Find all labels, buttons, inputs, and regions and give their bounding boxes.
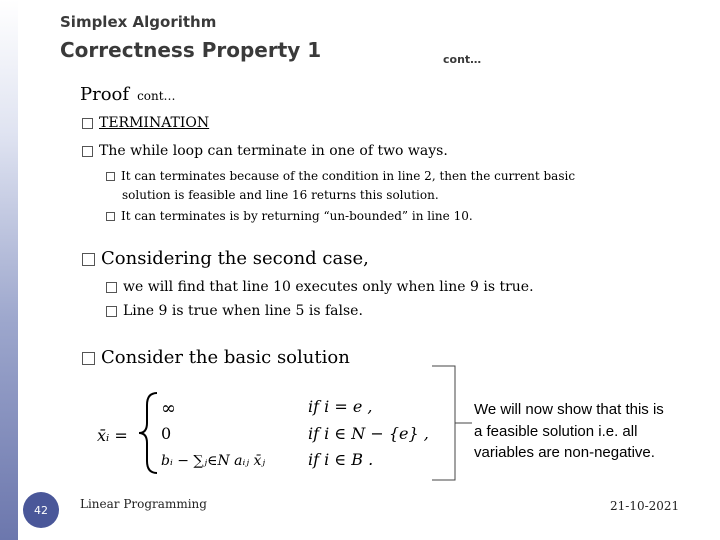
sub-bullet-case2 xyxy=(106,209,473,223)
consider-basic-text: Consider the basic solution xyxy=(101,347,350,368)
slide-topic: Simplex Algorithm xyxy=(60,13,217,31)
formula-case3-cond: if i ∈ B . xyxy=(308,450,374,469)
proof-continued: cont… xyxy=(137,89,176,103)
bullet-box-icon xyxy=(106,282,117,293)
sub-bullet-case1 xyxy=(106,167,646,205)
bullet-box-icon xyxy=(82,146,93,157)
bullet-termination xyxy=(82,115,209,131)
bullet-box-icon xyxy=(82,253,95,266)
formula-brace xyxy=(139,393,157,473)
feasibility-note: We will now show that this is a feasible solution i.e. all variables are non-negative. xyxy=(474,401,664,461)
bullet-box-icon xyxy=(82,352,95,365)
footer-course: Linear Programming xyxy=(80,497,207,511)
bullet-box-icon xyxy=(106,172,115,181)
formula-case1-value: ∞ xyxy=(161,398,176,419)
bullet-considering xyxy=(82,248,369,269)
case2-text: It can terminates is by returning “un-bounded” in line 10. xyxy=(121,209,473,223)
sidebar-gradient xyxy=(0,0,18,540)
bullet-consider-basic xyxy=(82,347,350,368)
formula-case2-cond: if i ∈ N − {e} , xyxy=(308,424,429,443)
considering-text: Considering the second case, xyxy=(101,248,369,269)
formula-case3-value: bᵢ − ∑ⱼ∈N aᵢⱼ x̄ⱼ xyxy=(161,453,266,469)
bullet-box-icon xyxy=(106,306,117,317)
page-number: 42 xyxy=(34,503,48,517)
footer-date: 21-10-2021 xyxy=(610,499,680,513)
formula-case2-value: 0 xyxy=(161,424,172,443)
sub-bullet-line9 xyxy=(106,303,363,319)
basic-solution-formula xyxy=(95,383,445,483)
case1-line2: solution is feasible and line 16 returns this solution. xyxy=(122,188,439,202)
termination-label: TERMINATION xyxy=(99,115,210,131)
slide-title: Correctness Property 1 xyxy=(60,38,322,62)
find-text: we will find that line 10 executes only when line 9 is true. xyxy=(123,279,534,295)
formula-lhs: x̄ᵢ = xyxy=(97,426,128,445)
bullet-while-loop xyxy=(82,143,448,159)
case1-line1: It can terminates because of the condition in line 2, then the current basic xyxy=(121,169,576,183)
bullet-box-icon xyxy=(82,118,93,129)
line9-text: Line 9 is true when line 5 is false. xyxy=(123,303,363,319)
bullet-box-icon xyxy=(106,212,115,221)
formula-case1-cond: if i = e , xyxy=(308,397,373,416)
sub-bullet-find xyxy=(106,279,534,295)
title-continued: cont… xyxy=(443,53,482,66)
proof-heading xyxy=(80,84,176,105)
proof-label: Proof xyxy=(80,84,130,105)
while-loop-text: The while loop can terminate in one of two ways. xyxy=(99,143,448,159)
page-number-badge xyxy=(23,492,59,528)
